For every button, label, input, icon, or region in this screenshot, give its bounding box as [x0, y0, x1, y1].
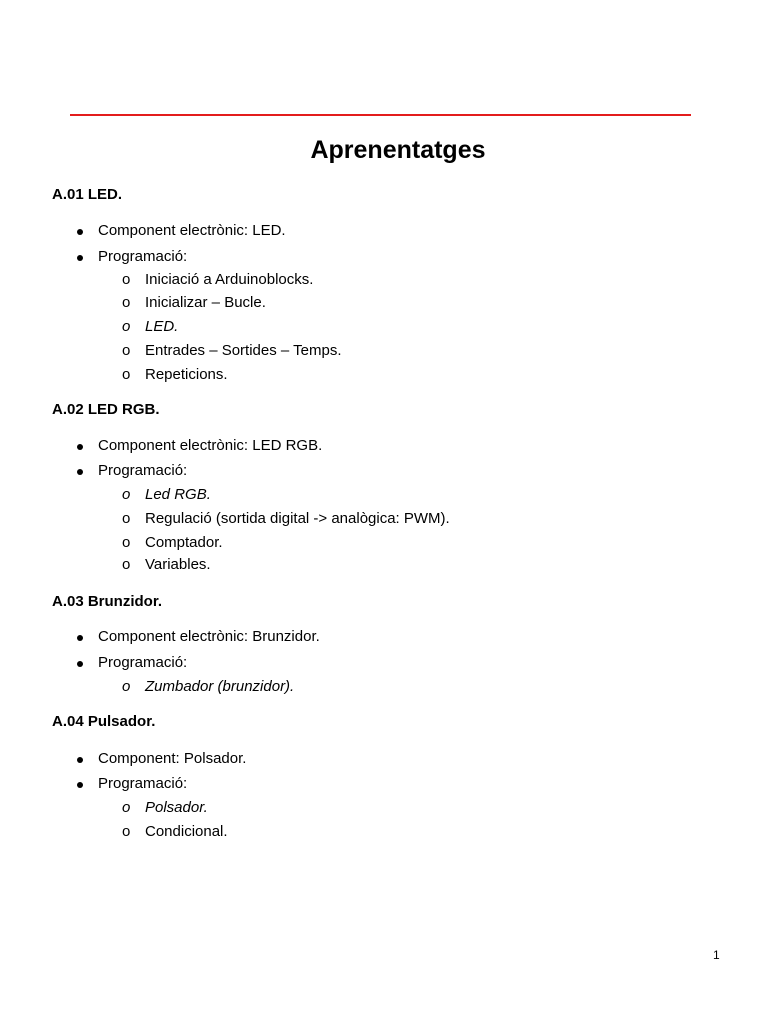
list-item-programming: Programació: — [98, 462, 188, 479]
section-heading-a02: A.02 LED RGB. — [52, 401, 160, 418]
sub-item: o Polsador. — [145, 799, 208, 816]
section-heading-a04: A.04 Pulsador. — [52, 713, 156, 730]
sub-item: o Led RGB. — [145, 486, 211, 503]
list-item-programming: Programació: — [98, 775, 188, 792]
sub-item: o Zumbador (brunzidor). — [145, 678, 294, 695]
list-item-component: Component electrònic: LED RGB. — [98, 437, 323, 454]
page-number: 1 — [713, 948, 720, 962]
list-item-component: Component electrònic: LED. — [98, 222, 286, 239]
sub-item: o Iniciació a Arduinoblocks. — [145, 271, 313, 288]
list-item-component: Component: Polsador. — [98, 750, 247, 767]
section-heading-a03: A.03 Brunzidor. — [52, 593, 163, 610]
sub-item: o LED. — [145, 318, 178, 335]
sub-item: o Inicializar – Bucle. — [145, 294, 266, 311]
list-item-programming: Programació: — [98, 248, 188, 265]
sub-item: o Variables. — [145, 556, 211, 573]
list-item-programming: Programació: — [98, 654, 188, 671]
section-heading-a01: A.01 LED. — [52, 186, 123, 203]
sub-item: o Repeticions. — [145, 366, 228, 383]
list-item-component: Component electrònic: Brunzidor. — [98, 628, 320, 645]
page-title: Aprenentatges — [310, 136, 486, 164]
sub-item: o Entrades – Sortides – Temps. — [145, 342, 342, 359]
sub-item: o Comptador. — [145, 534, 223, 551]
sub-item: o Condicional. — [145, 823, 228, 840]
header-red-rule — [70, 114, 691, 116]
sub-item: o Regulació (sortida digital -> analògica: PWM). — [145, 510, 450, 527]
